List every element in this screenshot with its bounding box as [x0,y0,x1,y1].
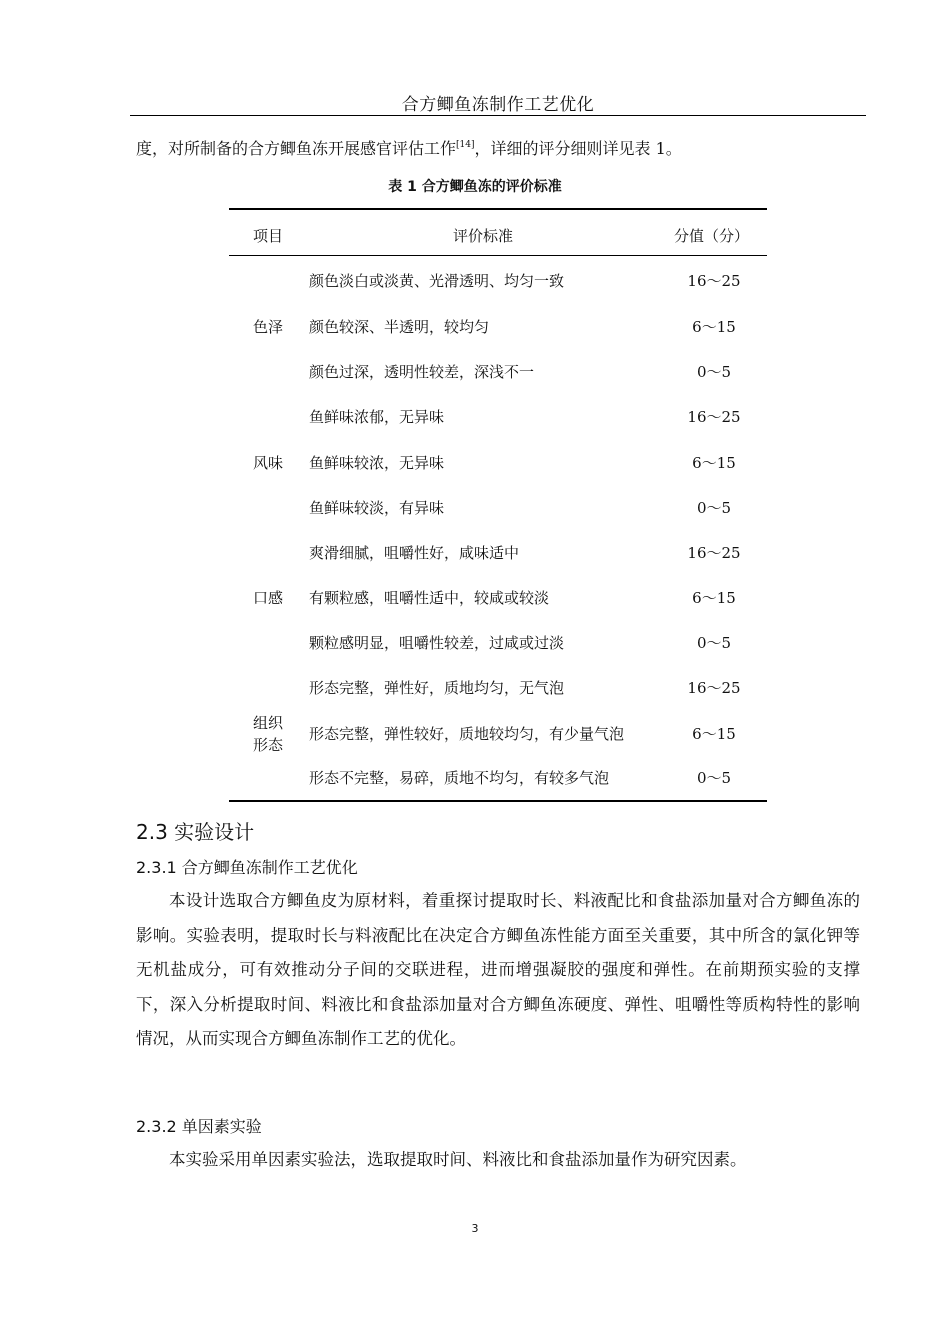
category-texture: 组织形态 [252,714,283,754]
score-cell: 16～25 [687,544,741,562]
table-bottom-rule [229,800,767,802]
category-color: 色泽 [252,318,283,336]
category-mouthfeel: 口感 [252,589,283,607]
section-heading-2-3-2: 2.3.2 单因素实验 [136,1117,262,1136]
body-paragraph-2-3-2: 本实验采用单因素实验法，选取提取时间、料液比和食盐添加量作为研究因素。 [169,1150,747,1169]
criterion-cell: 颜色较深、半透明，较均匀 [309,318,490,336]
table-header-rule [229,255,767,256]
criterion-cell: 形态完整，弹性较好，质地较均匀，有少量气泡 [309,725,625,743]
intro-line [136,138,682,160]
column-header-score: 分值（分） [674,227,750,245]
score-cell: 6～15 [692,454,736,472]
citation-ref: [14] [456,140,475,150]
score-cell: 6～15 [692,589,736,607]
score-cell: 0～5 [696,769,732,787]
criterion-cell: 有颗粒感，咀嚼性适中，较咸或较淡 [309,589,550,607]
criterion-cell: 爽滑细腻，咀嚼性好，咸味适中 [309,544,520,562]
score-cell: 16～25 [687,272,741,290]
body-paragraph-2-3-1: 本设计选取合方鲫鱼皮为原材料，着重探讨提取时长、料液配比和食盐添加量对合方鲫鱼冻的影响。实验表明，提取时长与料液配比在决定合方鲫鱼冻性能方面至关重要，其中所含的氯化钾等无机盐成分，可有效推动分子间的交联进程，进而增强凝胶的强度和弹性。在前期预实验的支撑下，深入分析提取时间、料液比和食盐添加量对合方鲫鱼冻硬度、弹性、咀嚼性等质构特性的影响情况，从而实现合方鲫鱼冻制作工艺的优化。 [136,891,860,1049]
column-header-item: 项目 [253,227,284,245]
running-header-title: 合方鲫鱼冻制作工艺优化 [401,95,595,115]
criterion-cell: 鱼鲜味较淡，有异味 [309,499,445,517]
criterion-cell: 形态完整，弹性好，质地均匀，无气泡 [309,679,565,697]
header-rule [130,115,866,116]
section-heading-2-3-1: 2.3.1 合方鲫鱼冻制作工艺优化 [136,858,358,877]
criterion-cell: 鱼鲜味较浓，无异味 [309,454,445,472]
table-caption: 表 1 合方鲫鱼冻的评价标准 [388,179,562,195]
table-top-rule [229,208,767,210]
column-header-criterion: 评价标准 [453,227,514,245]
intro-text-after: ，详细的评分细则详见表 1。 [474,139,682,158]
intro-text-before: 度，对所制备的合方鲫鱼冻开展感官评估工作 [136,139,457,158]
score-cell: 16～25 [687,679,741,697]
section-heading-2-3: 2.3 实验设计 [136,820,255,844]
score-cell: 0～5 [696,499,732,517]
criterion-cell: 形态不完整，易碎，质地不均匀，有较多气泡 [309,769,610,787]
category-flavor: 风味 [252,454,283,472]
criterion-cell: 鱼鲜味浓郁，无异味 [309,408,445,426]
criterion-cell: 颜色淡白或淡黄、光滑透明、均匀一致 [309,272,565,290]
criterion-cell: 颜色过深，透明性较差，深浅不一 [309,363,535,381]
score-cell: 16～25 [687,408,741,426]
criterion-cell: 颗粒感明显，咀嚼性较差，过咸或过淡 [309,634,565,652]
page-number: 3 [471,1222,479,1235]
score-cell: 6～15 [692,725,736,743]
score-cell: 0～5 [696,634,732,652]
score-cell: 0～5 [696,363,732,381]
score-cell: 6～15 [692,318,736,336]
